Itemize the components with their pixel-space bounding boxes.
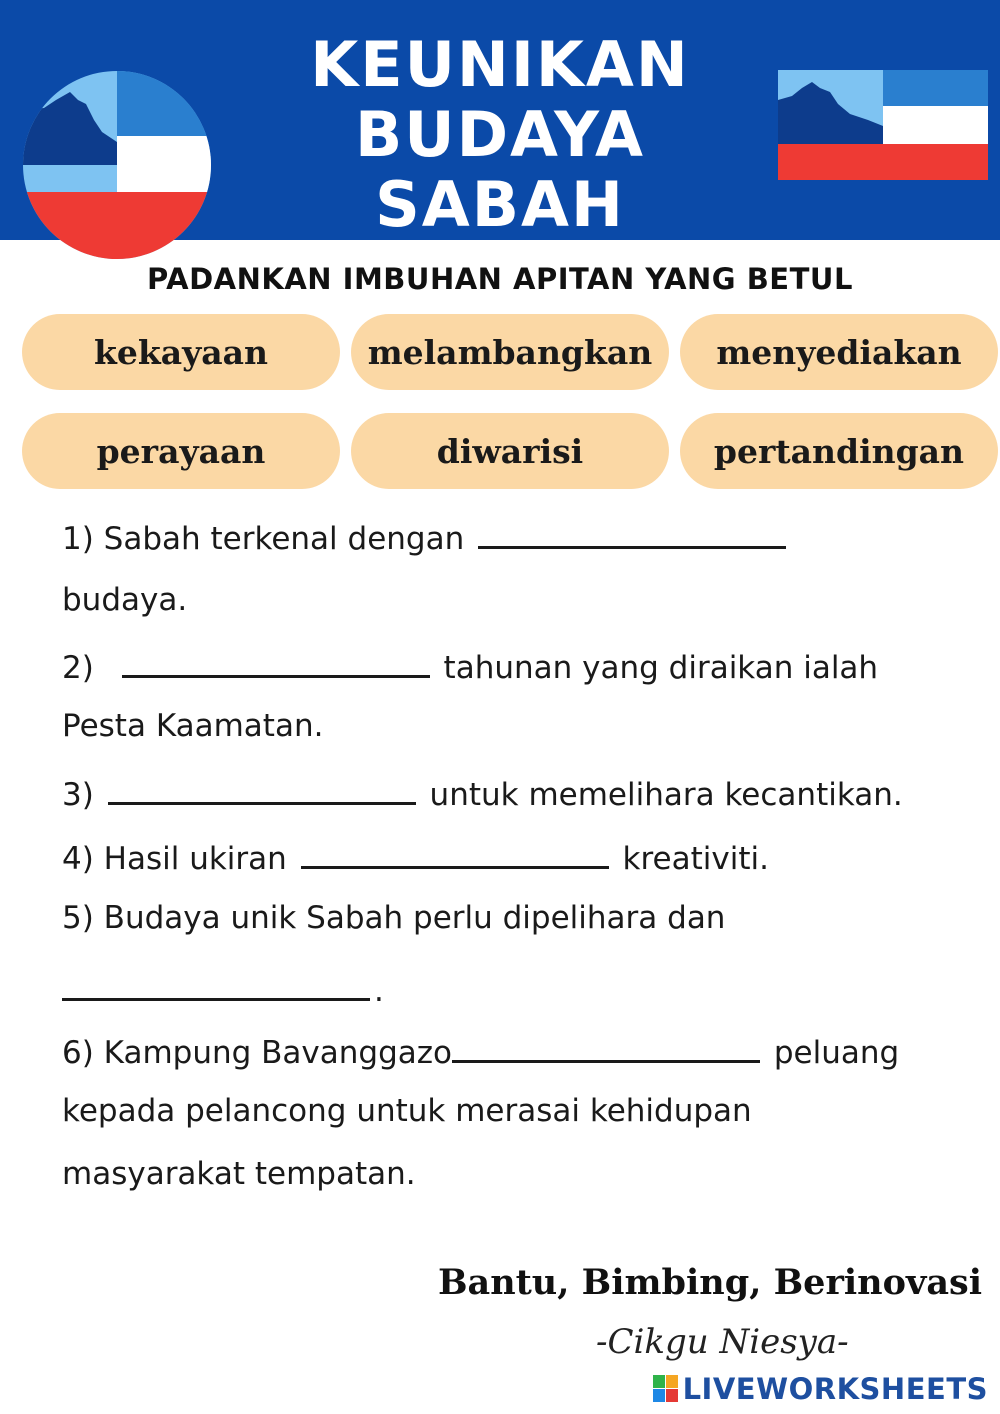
liveworksheets-watermark (653, 1372, 988, 1406)
word-chip-label: pertandingan (713, 431, 965, 471)
question-5: 5) Budaya unik Sabah perlu dipelihara dan (62, 900, 726, 936)
question-text: 6) Kampung Bavanggazo (62, 1035, 452, 1071)
question-text: . (374, 973, 384, 1009)
question-text: 3) (62, 777, 94, 813)
question-2 (62, 645, 878, 686)
question-5-line-2 (62, 968, 384, 1009)
question-6-line-2: kepada pelancong untuk merasai kehidupan (62, 1093, 752, 1129)
author-signature: -Cikgu Niesya- (596, 1322, 849, 1362)
question-text: 2) (62, 650, 94, 686)
question-6 (62, 1030, 899, 1071)
question-2-line-2: Pesta Kaamatan. (62, 708, 324, 744)
word-chip-kekayaan[interactable] (22, 314, 340, 390)
word-chip-label: diwarisi (436, 431, 584, 471)
word-chip-label: melambangkan (367, 332, 653, 372)
sabah-flag-circle-icon (22, 70, 212, 260)
question-text: 4) Hasil ukiran (62, 841, 287, 877)
word-chip-menyediakan[interactable] (680, 314, 998, 390)
liveworksheets-logo-icon (653, 1375, 679, 1403)
answer-blank-4[interactable] (301, 836, 609, 869)
page-title (200, 30, 800, 240)
question-6-line-3: masyarakat tempatan. (62, 1156, 416, 1192)
word-chip-pertandingan[interactable] (680, 413, 998, 489)
slogan: Bantu, Bimbing, Berinovasi (437, 1262, 982, 1303)
question-4 (62, 836, 769, 877)
question-text: peluang (773, 1035, 900, 1071)
word-chip-label: perayaan (96, 431, 266, 471)
answer-blank-1[interactable] (478, 516, 786, 549)
answer-blank-5[interactable] (62, 968, 370, 1001)
sabah-flag-icon (778, 70, 988, 180)
title-line-2: SABAH (375, 168, 625, 241)
answer-blank-6[interactable] (452, 1030, 760, 1063)
question-text: 1) Sabah terkenal dengan (62, 521, 465, 557)
question-text: tahunan yang diraikan ialah (443, 650, 879, 686)
watermark-text: LIVEWORKSHEETS (682, 1372, 988, 1406)
title-line-1: KEUNIKAN BUDAYA (310, 28, 690, 171)
word-chip-diwarisi[interactable] (351, 413, 669, 489)
word-chip-perayaan[interactable] (22, 413, 340, 489)
answer-blank-3[interactable] (108, 772, 416, 805)
question-text: kreativiti. (622, 841, 769, 877)
instruction-heading: PADANKAN IMBUHAN APITAN YANG BETUL (147, 262, 853, 296)
word-chip-label: menyediakan (716, 332, 962, 372)
question-text: untuk memelihara kecantikan. (429, 777, 903, 813)
question-1 (62, 516, 790, 557)
word-chip-melambangkan[interactable] (351, 314, 669, 390)
question-1-line-2: budaya. (62, 582, 188, 618)
answer-blank-2[interactable] (122, 645, 430, 678)
question-3 (62, 772, 903, 813)
word-chip-label: kekayaan (93, 332, 269, 372)
